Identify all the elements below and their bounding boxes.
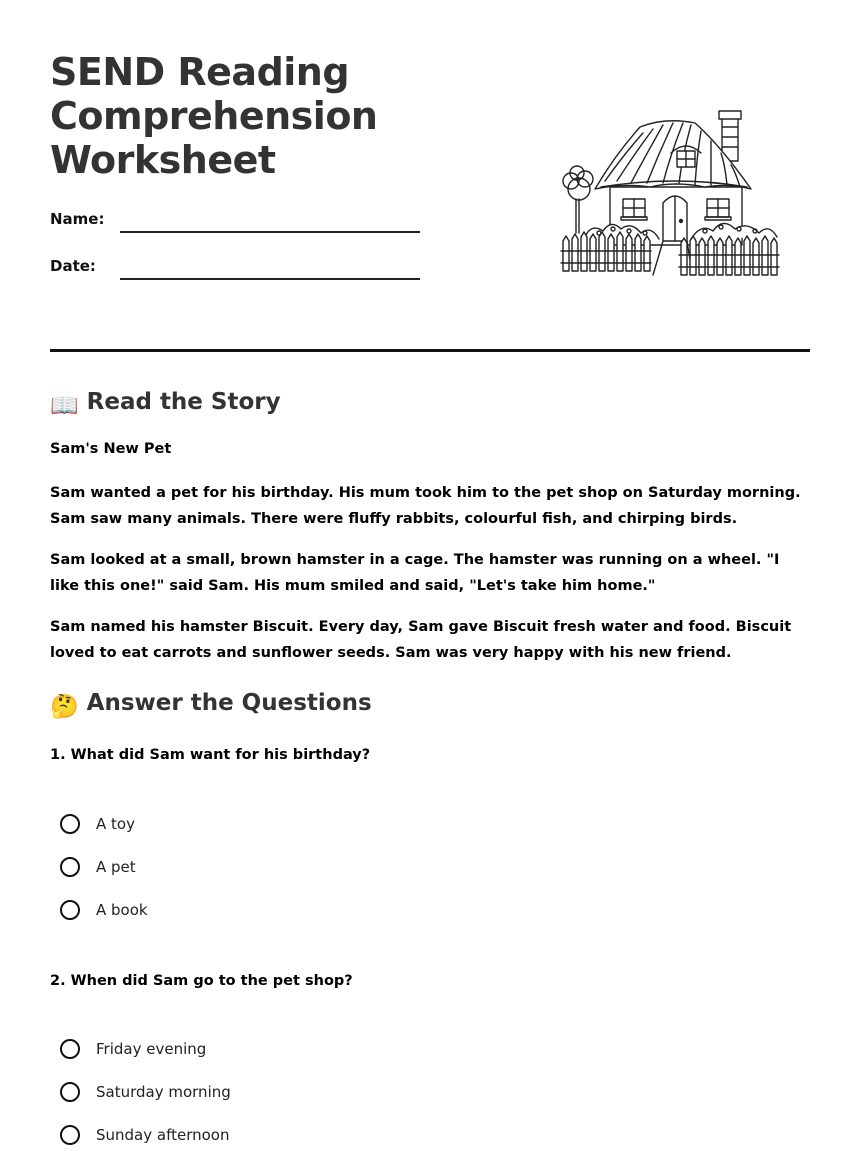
question-1-option-a[interactable] [60, 811, 135, 837]
radio-circle-icon[interactable] [60, 900, 80, 920]
question-2-option-c[interactable] [60, 1122, 229, 1148]
read-story-heading-text: Read the Story [86, 389, 281, 415]
question-2-option-b[interactable] [60, 1079, 231, 1105]
title-line-1: SEND Reading [50, 50, 350, 94]
date-field[interactable] [120, 278, 420, 280]
option-label: Friday evening [96, 1040, 207, 1058]
radio-circle-icon[interactable] [60, 814, 80, 834]
date-label: Date: [50, 257, 96, 275]
story-paragraph-2: Sam looked at a small, brown hamster in a cage. The hamster was running on a wheel. "I like this one!" said Sam. His mum smiled and said, "Let's take him home." [50, 552, 780, 594]
radio-circle-icon[interactable] [60, 857, 80, 877]
option-label: A toy [96, 815, 135, 833]
answer-questions-heading-text: Answer the Questions [86, 690, 372, 716]
header-divider [50, 349, 810, 352]
story-title: Sam's New Pet [50, 441, 172, 457]
story-paragraph-1: Sam wanted a pet for his birthday. His mum took him to the pet shop on Saturday morning. Sam saw many animals. There were fluffy rabbits, colourful fish, and chirping birds. [50, 485, 801, 527]
worksheet-title [50, 50, 530, 182]
question-1-option-b[interactable] [60, 854, 136, 880]
answer-questions-heading [50, 690, 372, 720]
question-1-option-c[interactable] [60, 897, 148, 923]
option-label: Sunday afternoon [96, 1126, 230, 1144]
cottage-illustration-icon [555, 105, 790, 285]
option-label: Saturday morning [96, 1083, 231, 1101]
open-book-icon: 📖 [50, 393, 79, 419]
question-2-option-a[interactable] [60, 1036, 206, 1062]
story-paragraph-3: Sam named his hamster Biscuit. Every day, Sam gave Biscuit fresh water and food. Biscuit loved to eat carrots and sunflower seeds. Sam was very happy with his new friend. [50, 619, 792, 661]
radio-circle-icon[interactable] [60, 1082, 80, 1102]
radio-circle-icon[interactable] [60, 1039, 80, 1059]
option-label: A book [96, 901, 148, 919]
title-line-3: Worksheet [50, 138, 276, 182]
question-2-text: 2. When did Sam go to the pet shop? [50, 973, 353, 989]
thinking-face-icon: 🤔 [50, 694, 79, 720]
radio-circle-icon[interactable] [60, 1125, 80, 1145]
question-1-text: 1. What did Sam want for his birthday? [50, 747, 371, 763]
name-label: Name: [50, 210, 105, 228]
title-line-2: Comprehension [50, 94, 378, 138]
read-story-heading [50, 389, 281, 419]
option-label: A pet [96, 858, 136, 876]
name-field[interactable] [120, 231, 420, 233]
